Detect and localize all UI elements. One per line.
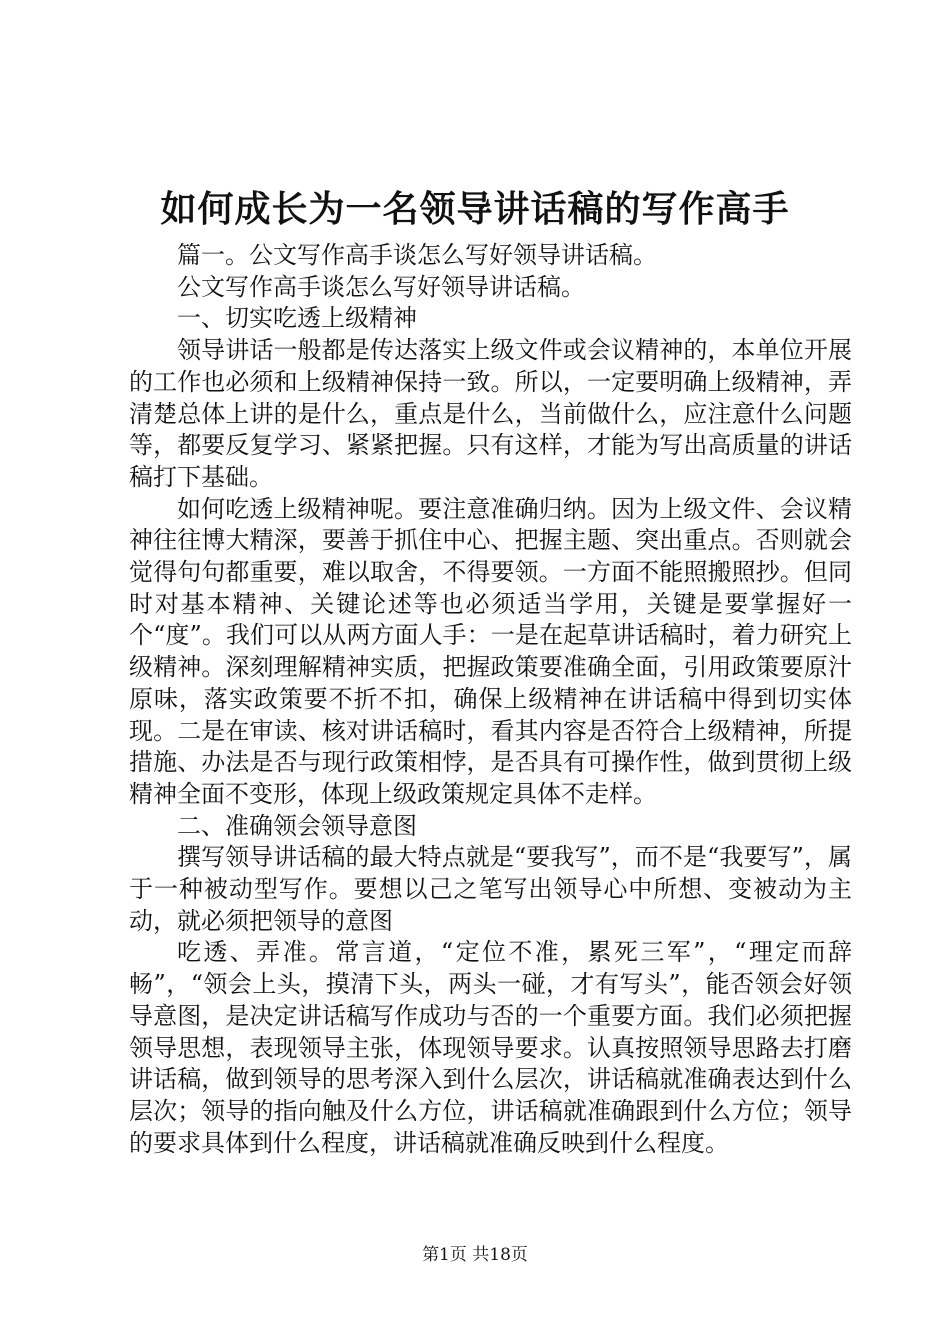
paragraph-subtitle: 公文写作高手谈怎么写好领导讲话稿。: [177, 272, 585, 301]
paragraph-body: 如何吃透上级精神呢。要注意准确归纳。因为上级文件、会议精神往往博大精深，要善于抓住中心、把握主题、突出重点。否则就会觉得句句都重要，难以取舍，不得要领。一方面不能照搬照抄。但同时对基本精神、关键论述等也必须适当学用，关键是要掌握好一个“度”。我们可以从两方面人手：一是在起草讲话稿时，着力研究上级精神。深刻理解精神实质，把握政策要准确全面，引用政策要原汁原味，落实政策要不折不扣，确保上级精神在讲话稿中得到切实体现。二是在审读、核对讲话稿时，看其内容是否符合上级精神，所提措施、办法是否与现行政策相悖，是否具有可操作性，做到贯彻上级精神全面不变形，体现上级政策规定具体不走样。: [129, 494, 852, 808]
paragraph-body: 撰写领导讲话稿的最大特点就是“要我写”，而不是“我要写”，属于一种被动型写作。要想以己之笔写出领导心中所想、变被动为主动，就必须把领导的意图: [129, 843, 852, 935]
paragraph-body: 领导讲话一般都是传达落实上级文件或会议精神的，本单位开展的工作也必须和上级精神保持一致。所以，一定要明确上级精神，弄清楚总体上讲的是什么，重点是什么，当前做什么，应注意什么问题等，都要反复学习、紧紧把握。只有这样，才能为写出高质量的讲话稿打下基础。: [129, 336, 852, 491]
section-heading-1: 一、切实吃透上级精神: [177, 304, 417, 333]
document-title: 如何成长为一名领导讲话稿的写作高手: [160, 188, 790, 230]
paragraph-body: 吃透、弄准。常言道，“定位不准，累死三军”，“理定而辞畅”，“领会上头，摸清下头，两头一碰，才有写头”，能否领会好领导意图，是决定讲话稿写作成功与否的一个重要方面。我们必须把握领导思想，表现领导主张，体现领导要求。认真按照领导思路去打磨讲话稿，做到领导的思考深入到什么层次，讲话稿就准确表达到什么层次；领导的指向触及什么方位，讲话稿就准确跟到什么方位；领导的要求具体到什么程度，讲话稿就准确反映到什么程度。: [129, 938, 852, 1157]
document-body: [129, 240, 852, 1159]
paragraph-article-label: 篇一。公文写作高手谈怎么写好领导讲话稿。: [177, 241, 657, 269]
page-number-footer: 第1页 共18页: [422, 1245, 528, 1265]
section-heading-2: 二、准确领会领导意图: [177, 811, 417, 840]
